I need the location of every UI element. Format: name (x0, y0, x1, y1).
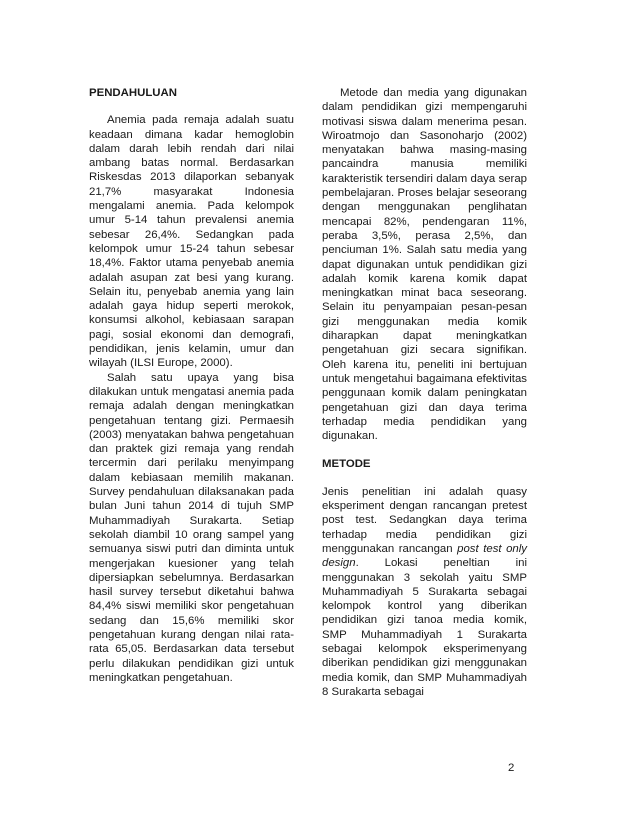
spacer (322, 443, 527, 457)
right-column (322, 86, 527, 699)
text-run: Jenis penelitian ini adalah quasy eksperiment dengan rancangan pretest post test. Sedangkan daya terima terhadap media pendidikan gizi menggunakan rancangan (322, 485, 527, 555)
left-column (89, 86, 294, 685)
paragraph: Metode dan media yang digunakan dalam pendidikan gizi mempengaruhi motivasi siswa dalam menerima pesan. Wiroatmojo dan Sasonoharjo (2002) menyatakan bahwa masing-masing pancaindra manusia memiliki karakteristik tersendiri dalam daya serap pembelajaran. Proses belajar seseorang dengan menggunakan penglihatan mencapai 82%, pendengaran 11%, peraba 3,5%, perasa 2,5%, dan penciuman 1%. Salah satu media yang dapat digunakan untuk pendidikan gizi adalah komik karena komik dapat meningkatkan minat baca seseorang. Selain itu penyampaian pesan-pesan gizi menggunakan media komik diharapkan dapat meningkatkan pengetahuan gizi secara signifikan. Oleh karena itu, peneliti ini bertujuan untuk mengetahui bagaimana efektivitas penggunaan komik dalam peningkatan pengetahuan gizi dan daya terima terhadap media pendidikan yang digunakan. (322, 87, 527, 443)
paragraph: Anemia pada remaja adalah suatu keadaan dimana kadar hemoglobin dalam darah lebih rendah dari nilai ambang batas normal. Berdasarkan Riskesdas 2013 dilaporkan sebanyak 21,7% masyarakat Indonesia mengalami anemia. Pada kelompok umur 5-14 tahun prevalensi anemia sebesar 26,4%. Sedangkan pada kelompok umur 15-24 tahun sebesar 18,4%. Faktor utama penyebab anemia adalah asupan zat besi yang kurang. Selain itu, penyebab anemia yang lain adalah gaya hidup seperti merokok, konsumsi alkohol, kebiasaan sarapan pagi, sosial ekonomi dan demografi, pendidikan, jenis kelamin, umur dan wilayah (ILSI Europe, 2000). (89, 114, 294, 370)
paragraph-metode (322, 485, 527, 699)
page-number: 2 (508, 762, 515, 774)
paragraph: Salah satu upaya yang bisa dilakukan untuk mengatasi anemia pada remaja adalah dengan meningkatkan pengetahuan tentang gizi. Permaesih (2003) menyatakan bahwa pengetahuan dan praktek gizi remaja yang rendah tercermin dari perilaku menyimpang dalam kebiasaan memilih makanan. Survey pendahuluan dilaksanakan pada bulan Juni tahun 2014 di tujuh SMP Muhammadiyah Surakarta. Setiap sekolah diambil 10 orang sampel yang semuanya siswi putri dan diminta untuk mengerjakan kuesioner yang telah dipersiapkan sebelumnya. Berdasarkan hasil survey tersebut diketahui bahwa 84,4% siswi memiliki skor pengetahuan sedang dan 15,6% memiliki skor pengetahuan kurang dengan nilai rata-rata 65,05. Berdasarkan data tersebut perlu dilakukan pendidikan gizi untuk meningkatkan pengetahuan. (89, 371, 294, 684)
section-heading-metode: METODE (322, 458, 371, 471)
italic-term: post test only design (322, 542, 527, 570)
text-run: . Lokasi peneltian ini menggunakan 3 sekolah yaitu SMP Muhammadiyah 5 Surakarta sebagai kelompok kontrol yang diberikan pendidikan gizi tanoa media komik, SMP Muhammadiyah 1 Surakarta sebagai kelompok eksperimenyang diberikan pendidikan gizi menggunakan media komik, dan SMP Muhammadiyah 8 Surakarta sebagai (322, 557, 527, 698)
section-heading-pendahuluan: PENDAHULUAN (89, 87, 177, 99)
